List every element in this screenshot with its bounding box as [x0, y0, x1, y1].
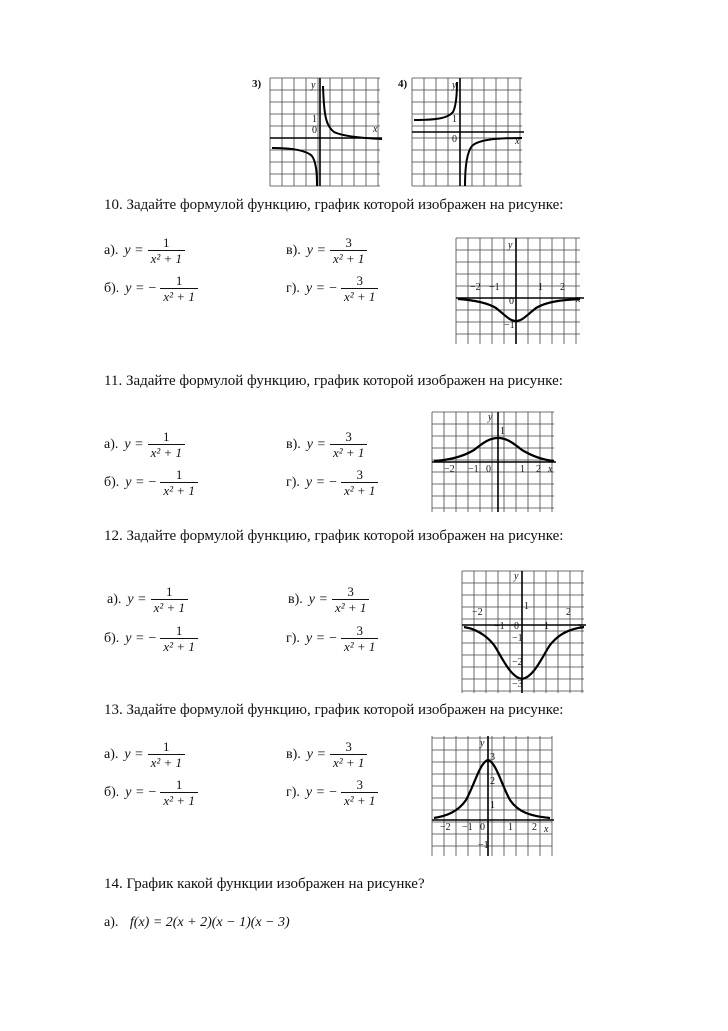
- question-10-title: 10. Задайте формулой функцию, график которой изображен на рисунке:: [104, 197, 564, 213]
- graph-3-tick-1: 1: [312, 114, 317, 125]
- graph-4: [398, 76, 528, 188]
- graph-4-label: 4): [398, 78, 408, 90]
- q11-option-b[interactable]: б). y = − $\frac{1}{\text{x² + 1}}$: [104, 468, 198, 498]
- q10-graph: −2 −1 0 1 2 −1 y x: [452, 236, 586, 346]
- graph-3-x-label: x: [373, 124, 378, 135]
- q12-option-a[interactable]: а). y = $\frac{1}{\text{x² + 1}}$: [107, 585, 188, 615]
- q12-option-g[interactable]: г). y = − $\frac{3}{\text{x² + 1}}$: [286, 624, 378, 654]
- q12-option-b[interactable]: б). y = − $\frac{1}{\text{x² + 1}}$: [104, 624, 198, 654]
- q13-option-v[interactable]: в). y = $\frac{3}{\text{x² + 1}}$: [286, 740, 367, 770]
- graph-4-y-label: y: [452, 80, 457, 91]
- question-14-title: 14. График какой функции изображен на рисунке?: [104, 876, 425, 892]
- question-13-title: 13. Задайте формулой функцию, график которой изображен на рисунке:: [104, 702, 564, 718]
- q13-option-a[interactable]: а). y = $\frac{1}{\text{x² + 1}}$: [104, 740, 185, 770]
- graph-3-y-label: y: [311, 80, 316, 91]
- q12-option-v[interactable]: в). y = $\frac{3}{\text{x² + 1}}$: [288, 585, 369, 615]
- q13-option-g[interactable]: г). y = − $\frac{3}{\text{x² + 1}}$: [286, 778, 378, 808]
- q12-graph: −2 −1 0 1 2 1 −1 −2 −3 y x: [458, 569, 588, 695]
- q10-option-a[interactable]: а). y = $\frac{1}{\text{x² + 1}}$: [104, 236, 185, 266]
- q10-option-b[interactable]: б). y = − $\frac{1}{\text{x² + 1}}$: [104, 274, 198, 304]
- graph-4-x-label: x: [515, 136, 520, 147]
- q11-option-g[interactable]: г). y = − $\frac{3}{\text{x² + 1}}$: [286, 468, 378, 498]
- graph-3-tick-0: 0: [312, 125, 317, 136]
- q10-option-g[interactable]: г). y = − $\frac{3}{\text{x² + 1}}$: [286, 274, 378, 304]
- q14-option-a[interactable]: а). f(x) = 2(x + 2)(x − 1)(x − 3): [104, 915, 290, 930]
- graph-4-tick-0: 0: [452, 134, 457, 145]
- q13-option-b[interactable]: б). y = − $\frac{1}{\text{x² + 1}}$: [104, 778, 198, 808]
- question-12-title: 12. Задайте формулой функцию, график которой изображен на рисунке:: [104, 528, 564, 544]
- graph-3-label: 3): [252, 78, 262, 90]
- graph-3: [250, 76, 385, 188]
- q11-option-a[interactable]: а). y = $\frac{1}{\text{x² + 1}}$: [104, 430, 185, 460]
- q13-graph: −2 −1 0 1 2 3 2 1 −1 y x: [428, 734, 554, 858]
- graph-4-tick-1: 1: [452, 114, 457, 125]
- q10-option-v[interactable]: в). y = $\frac{3}{\text{x² + 1}}$: [286, 236, 367, 266]
- q11-option-v[interactable]: в). y = $\frac{3}{\text{x² + 1}}$: [286, 430, 367, 460]
- q11-graph: −2 −1 0 1 2 1 y x: [428, 410, 558, 514]
- question-11-title: 11. Задайте формулой функцию, график которой изображен на рисунке:: [104, 373, 563, 389]
